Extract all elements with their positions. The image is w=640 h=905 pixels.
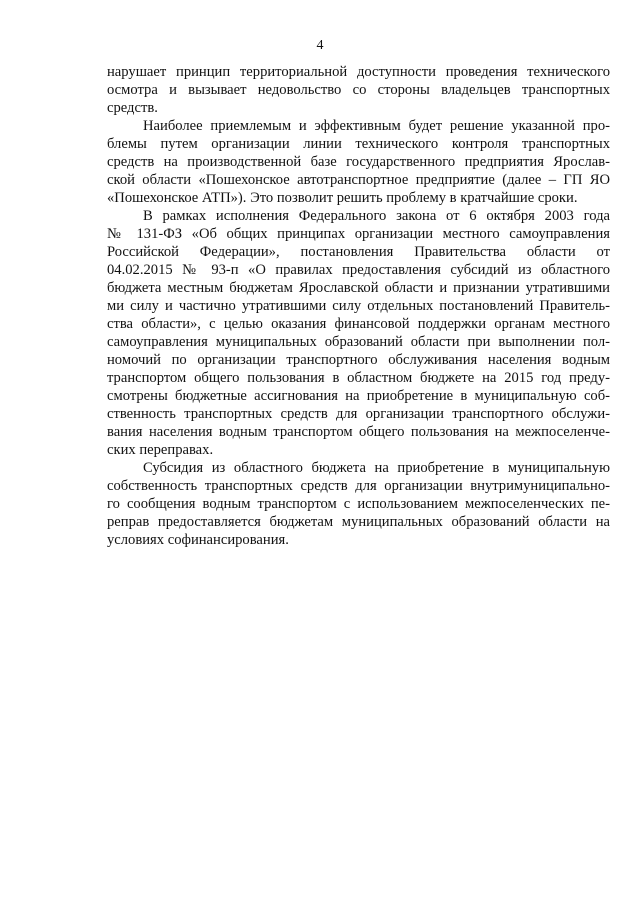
paragraph-4 bbox=[107, 459, 610, 549]
text-line: В рамках исполнения Федерального закона от 6 октября 2003 года bbox=[143, 208, 610, 224]
text-line: Российской Федерации», постановления Правительства области от bbox=[107, 244, 610, 260]
text-line: бюджета местным бюджетам Ярославской области и признании утратившими bbox=[107, 280, 610, 296]
text-line: нарушает принцип территориальной доступности проведения технического bbox=[107, 64, 610, 80]
text-line: ской области «Пошехонское автотранспортное предприятие (далее – ГП ЯО bbox=[107, 172, 610, 188]
text-line: реправ предоставляется бюджетам муниципальных образований области на bbox=[107, 514, 610, 530]
text-line: условиях софинансирования. bbox=[107, 532, 289, 548]
text-line: Наиболее приемлемым и эффективным будет решение указанной про- bbox=[143, 118, 610, 134]
paragraph-2 bbox=[107, 117, 610, 207]
text-line: самоуправления муниципальных образований области при выполнении пол- bbox=[107, 334, 610, 350]
text-line: смотрены бюджетные ассигнования на приобретение в муниципальную соб- bbox=[107, 388, 610, 404]
text-line: Субсидия из областного бюджета на приобретение в муниципальную bbox=[143, 460, 610, 476]
document-body bbox=[107, 63, 610, 549]
paragraph-3 bbox=[107, 207, 610, 459]
text-line: го сообщения водным транспортом с использованием межпоселенческих пе- bbox=[107, 496, 610, 512]
text-line: средств на производственной базе государственного предприятия Ярослав- bbox=[107, 154, 610, 170]
text-line: собственность транспортных средств для организации внутримуниципально- bbox=[107, 478, 610, 494]
text-line: № 131-ФЗ «Об общих принципах организации местного самоуправления bbox=[107, 226, 610, 242]
text-line: 04.02.2015 № 93-п «О правилах предоставления субсидий из областного bbox=[107, 262, 610, 278]
text-line: осмотра и вызывает недовольство со стороны владельцев транспортных bbox=[107, 82, 610, 98]
text-line: ских переправах. bbox=[107, 442, 214, 458]
text-line: вания населения водным транспортом общего пользования на межпоселенче- bbox=[107, 424, 610, 440]
text-line: «Пошехонское АТП»). Это позволит решить проблему в кратчайшие сроки. bbox=[107, 190, 578, 206]
text-line: ми силу и частично утратившими силу отдельных постановлений Правитель- bbox=[107, 298, 610, 314]
paragraph-1 bbox=[107, 63, 610, 117]
text-line: транспортом общего пользования в областном бюджете на 2015 год преду- bbox=[107, 370, 610, 386]
text-line: ственность транспортных средств для организации транспортного обслужи- bbox=[107, 406, 610, 422]
text-line: номочий по организации транспортного обслуживания населения водным bbox=[107, 352, 610, 368]
page-number: 4 bbox=[316, 38, 324, 53]
text-line: средств. bbox=[107, 100, 158, 116]
text-line: ства области», с целью оказания финансовой поддержки органам местного bbox=[107, 316, 610, 332]
text-line: блемы путем организации линии технического контроля транспортных bbox=[107, 136, 610, 152]
